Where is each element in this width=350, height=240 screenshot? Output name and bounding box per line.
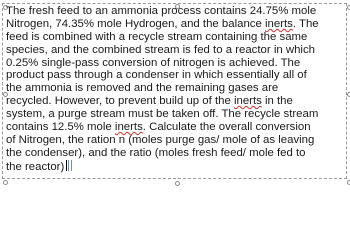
text-cursor: [66, 160, 67, 171]
text-segment: . Calculate the overall conversion: [142, 121, 311, 134]
text-line-3: [6, 31, 348, 44]
text-segment: the ammonia is removed and the remaining gases are: [6, 82, 279, 95]
misspelled-word[interactable]: inerts: [265, 17, 293, 30]
text-line-5: [6, 57, 348, 70]
text-line-12: [6, 147, 348, 160]
misspelled-word[interactable]: inerts: [233, 95, 262, 108]
text-segment: . The: [292, 17, 319, 30]
text-segment: 0.25% single-pass conversion of nitrogen is achieved. The: [6, 56, 301, 69]
text-segment: Nitrogen, 74.35% mole Hydrogen, and the balance: [6, 17, 265, 30]
cursor-selection-box: [68, 160, 72, 171]
text-segment: The fresh feed to an ammonia process contains 24.75% mole: [6, 5, 317, 17]
text-segment: species, and the combined stream is fed to a reactor in which: [6, 43, 315, 56]
text-line-4: [6, 44, 348, 57]
text-segment: system, a purge stream must be taken off. The recycle stream: [6, 108, 319, 121]
text-line-13: [6, 160, 348, 173]
resize-handle-bottom-left[interactable]: [3, 180, 8, 185]
text-segment: feed is combined with a recycle stream containing the same: [6, 30, 308, 43]
misspelled-word[interactable]: inerts: [114, 121, 143, 134]
resize-handle-bottom[interactable]: [175, 181, 180, 186]
text-segment: of Nitrogen, the ration n (moles purge gas/ mole of as leaving: [6, 133, 315, 146]
text-segment: the reactor): [6, 160, 65, 173]
text-segment: recycled. However, to prevent build up of the: [6, 95, 234, 108]
text-segment: the condenser), and the ratio (moles fresh feed/ mole fed to: [6, 146, 306, 159]
text-line-7: [6, 82, 348, 95]
text-segment: contains 12.5% mole: [6, 121, 115, 134]
text-line-6: [6, 69, 348, 82]
text-segment: in the: [261, 95, 293, 108]
text-line-10: [6, 121, 348, 134]
text-line-8: [6, 95, 348, 108]
problem-text-box[interactable]: [6, 5, 348, 173]
text-line-9: [6, 108, 348, 121]
text-line-2: [6, 18, 348, 31]
text-line-1: [6, 5, 348, 18]
text-line-11: [6, 134, 348, 147]
text-segment: product pass through a condenser in which essentially all of: [6, 69, 307, 82]
